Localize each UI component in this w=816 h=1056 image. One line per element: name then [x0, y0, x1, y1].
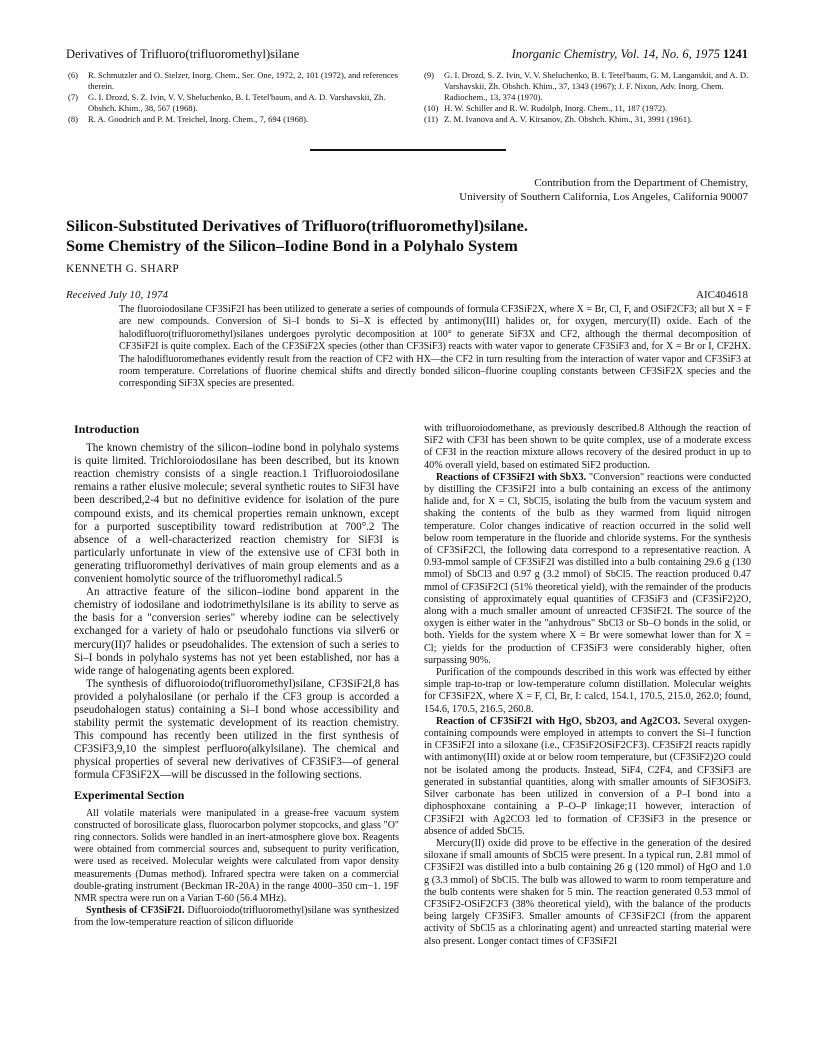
- references-left: [68, 70, 398, 125]
- experimental-heading: Experimental Section: [74, 787, 185, 802]
- paragraph: All volatile materials were manipulated in a grease-free vacuum system constructed of borosilicate glass, fluorocarbon polymer stopcocks, and glass "O" ring connectors. Solids were handled in an inert-atmosphere glove box. Reagents were obtained from commercial sources and, subsequent to purity verification, were used as received. Molecular weights were calculated from vapor density measurements (Dumas method). Infrared spectra were taken on a commercial double-grating instrument (Beckman IR-20A) in the range 4000–350 cm−1. 19F NMR spectra were run on a Varian T-60 (56.4 MHz).: [74, 807, 399, 905]
- author-name: KENNETH G. SHARP: [66, 263, 180, 275]
- paragraph: Reaction of CF3SiF2I with HgO, Sb2O3, and Ag2CO3. Several oxygen-containing compounds were employed in attempts to convert the Si–I function in CF3SiF2I into a siloxane (i.e., CF3SiF2OSiF2CF3). CF3SiF2I reacts rapidly with antimony(III) oxide at or below room temperature, but (CF3SiF2)2O could not be isolated among the products. Instead, SiF4, C2F4, and CF3SiF3 are generated in substantial quantities, along with smaller amounts of SiF3OSiF3. Silver carbonate has been utilized in conversion of a P–I bond into a diphosphoxane containing a P–O–P linkage;11 however, interaction of CF3SiF2I with Ag2CO3 led to formation of CF3SiF3 in the presence or absence of added SbCl5.: [424, 715, 751, 837]
- introduction-heading: Introduction: [74, 422, 140, 436]
- subsection-lead: Reactions of CF3SiF2I with SbX3.: [436, 471, 587, 483]
- subsection-lead: Reaction of CF3SiF2I with HgO, Sb2O3, and Ag2CO3.: [436, 715, 681, 727]
- paragraph: Reactions of CF3SiF2I with SbX3. "Conversion" reactions were conducted by distilling the CF3SiF2I into a bulb containing an excess of the antimony halide and, for X = Cl, SbCl5, isolating the bulb from the vacuum system and shaking the contents of the bulb as they warmed from liquid nitrogen temperature. Color changes indicative of reaction occurred in the solid well below room temperature in the fluoride and chloride systems. For the synthesis of CF3SiF2Cl, the following data correspond to a representative reaction. A 0.93-mmol sample of CF3SiF2I was distilled into a bulb containing 29.6 g (130 mmol) of SbCl3 and 0.97 g (3.2 mmol) of SbCl5. The reaction produced 0.47 mmol of CF3SiF2Cl (51% theoretical yield), with the remainder of the products consisting of approximately equal quantities of CF3SiF3 and (CF3SiF2)2O, along with a much smaller amount of unreacted CF3SiF2I. The source of the oxygen is either water in the "anhydrous" SbCl3 or Sb–O bonds in the solid, or both. Yields for the system where X = Br were somewhat lower than for X = Cl; yields for the production of CF3SiF3 were considerably higher, often surpassing 90%.: [424, 471, 751, 666]
- running-header-right: [512, 47, 748, 62]
- left-column: [74, 423, 399, 930]
- reference-item: (8) R. A. Goodrich and P. M. Treichel, Inorg. Chem., 7, 694 (1968).: [68, 114, 309, 125]
- reference-item: (9) G. I. Drozd, S. Z. Ivin, V. V. Sheluchenko, B. I. Tetel'baum, G. M. Langanskii, and A. D. Varshavskii, Zh. Obshch. Khim., 37, 1343 (1967); J. F. Nixon, Adv. Inorg. Chem. Radiochem., 13, 374 (1970).: [424, 70, 749, 103]
- right-column: [424, 423, 751, 948]
- reference-item: (11) Z. M. Ivanova and A. V. Kirsanov, Zh. Obshch. Khim., 31, 3991 (1961).: [424, 114, 693, 125]
- running-header-left: Derivatives of Trifluoro(trifluoromethyl)silane: [66, 47, 300, 61]
- paragraph: with trifluoroiodomethane, as previously described.8 Although the reaction of SiF2 with CF3I has been shown to be quite complex, use of a moderate excess of CF3I in the reaction mixture allows recovery of the desired product in up to 40% overall yield, based on estimated SiF2 production.: [424, 423, 751, 471]
- manuscript-code: AIC404618: [696, 289, 748, 301]
- received-date: Received July 10, 1974: [66, 289, 169, 301]
- reference-item: (10) H. W. Schiller and R. W. Rudolph, Inorg. Chem., 11, 187 (1972).: [424, 103, 668, 114]
- article-title: Silicon-Substituted Derivatives of Trifluoro(trifluoromethyl)silane. Some Chemistry of the Silicon–Iodine Bond in a Polyhalo System: [66, 216, 528, 255]
- section-divider: [310, 149, 506, 151]
- journal-citation: Inorganic Chemistry, Vol. 14, No. 6, 1975: [511, 47, 720, 61]
- references-right: [424, 70, 754, 125]
- contribution-affiliation: Contribution from the Department of Chemistry, University of Southern California, Los Angeles, California 90007: [459, 177, 748, 203]
- paragraph: Synthesis of CF3SiF2I. Difluoroiodo(trifluoromethyl)silane was synthesized from the low-temperature reaction of silicon difluoride: [74, 905, 400, 929]
- reference-item: (7) G. I. Drozd, S. Z. Ivin, V. V. Sheluchenko, B. I. Tetel'baum, and A. D. Varshavskii, Zh. Obshch. Khim., 38, 567 (1968).: [68, 92, 386, 114]
- subsection-lead: Synthesis of CF3SiF2I.: [86, 905, 185, 917]
- paragraph: Mercury(II) oxide did prove to be effective in the generation of the desired siloxane if small amounts of SbCl5 were present. In a typical run, 2.81 mmol of CF3SiF2I was distilled into a bulb containing 26 g (120 mmol) of HgO and 1.0 g (3.3 mmol) of SbCl5. The bulb was allowed to warm to room temperature and the bulb contents were shaken for 5 min. The reaction generated 0.53 mmol of CF3SiF2-OSiF2CF3 (38% theoretical yield), with the balance of the products being largely CF3SiF3. Smaller amounts of CF3SiF2Cl (from the apparent activity of SbCl5 as a chlorinating agent) and unreacted starting material were also present. Longer contact times of CF3SiF2I: [424, 837, 751, 947]
- reference-item: (6) R. Schmutzler and O. Stelzer, Inorg. Chem., Ser. One, 1972, 2, 101 (1972), and references therein.: [68, 70, 398, 92]
- paragraph: An attractive feature of the silicon–iodine bond apparent in the chemistry of iodosilane and iodotrimethylsilane is its ability to serve as the basis for a "conversion series" whereby iodine can be selectively exchanged for a variety of halo or pseudohalo functions via silver6 or mercury(II)7 halides or pseudohalides. The extension of such a series to Si–I bonds in polyhalo systems has not yet been established, nor has a wide range of halogenating agents been explored.: [74, 586, 399, 677]
- paragraph: Purification of the compounds described in this work was effected by either simple trap-to-trap or low-temperature column distillation. Molecular weights for CF3SiF2X, where X = F, Cl, Br, I: calcd, 154.1, 170.5, 215.0, 262.0; found, 154.6, 170.5, 216.5, 260.8.: [424, 667, 751, 715]
- paragraph: The synthesis of difluoroiodo(trifluoromethyl)silane, CF3SiF2I,8 has provided a polyhalosilane (or perhalo if the CF3 group is accorded a pseudohalogen status) containing a Si–I bond whose accessibility and stability permit the systematic development of its reaction chemistry. This compound has recently been utilized in the first synthesis of CF3SiF3,9,10 the simplest perfluoro(alkylsilane). The chemical and physical properties of several new derivatives of CF3SiF3—of general formula CF3SiF2X—will be discussed in the following sections.: [74, 677, 399, 782]
- abstract: The fluoroiodosilane CF3SiF2I has been utilized to generate a series of compounds of formula CF3SiF2X, where X = Br, Cl, F, and OSiF2CF3; all but X = F are new compounds. Conversion of Si–I bonds to Si–X is effected by antimony(III) halides or, for oxygen, mercury(II) oxide. Each of the halodifluoro(trifluoromethyl)silanes undergoes pyrolytic decomposition at 100° to generate SiF3X and CF2, although the thermal decomposition of CF3SiF2I is quite complex. Each of the CF3SiF2X species (other than CF3SiF3) reacts with water vapor to generate CF3SiF3 and, for X = Br or I, CF2HX. The halodifluoromethanes evidently result from the reaction of CF2 with HX—the CF2 in turn resulting from the interaction of water vapor and CF3SiF3 at room temperature. Correlations of fluorine chemical shifts and directly bonded silicon–fluorine coupling constants between CF3SiF2X species and the corresponding SiF3X species are presented.: [119, 304, 751, 390]
- paragraph: The known chemistry of the silicon–iodine bond in polyhalo systems is quite limited. Trichloroiodosilane has been described, but its known reaction chemistry consists of a single reaction.1 Trifluoroiodosilane remains a rather elusive molecule; several synthetic routes to SiF3I have been described,2-4 but no definitive evidence for isolation of the pure compound exists, and its chemical properties remain unknown, except for a purported susceptibility toward redistribution at 700°.2 The absence of a well-characterized reaction chemistry for SiF3I is particularly unfortunate in view of the extensive use of CF3I both in generating trifluoromethyl derivatives of main group elements and as a convenient homolytic source of the trifluoromethyl radical.5: [74, 442, 399, 586]
- page-number: 1241: [723, 47, 748, 61]
